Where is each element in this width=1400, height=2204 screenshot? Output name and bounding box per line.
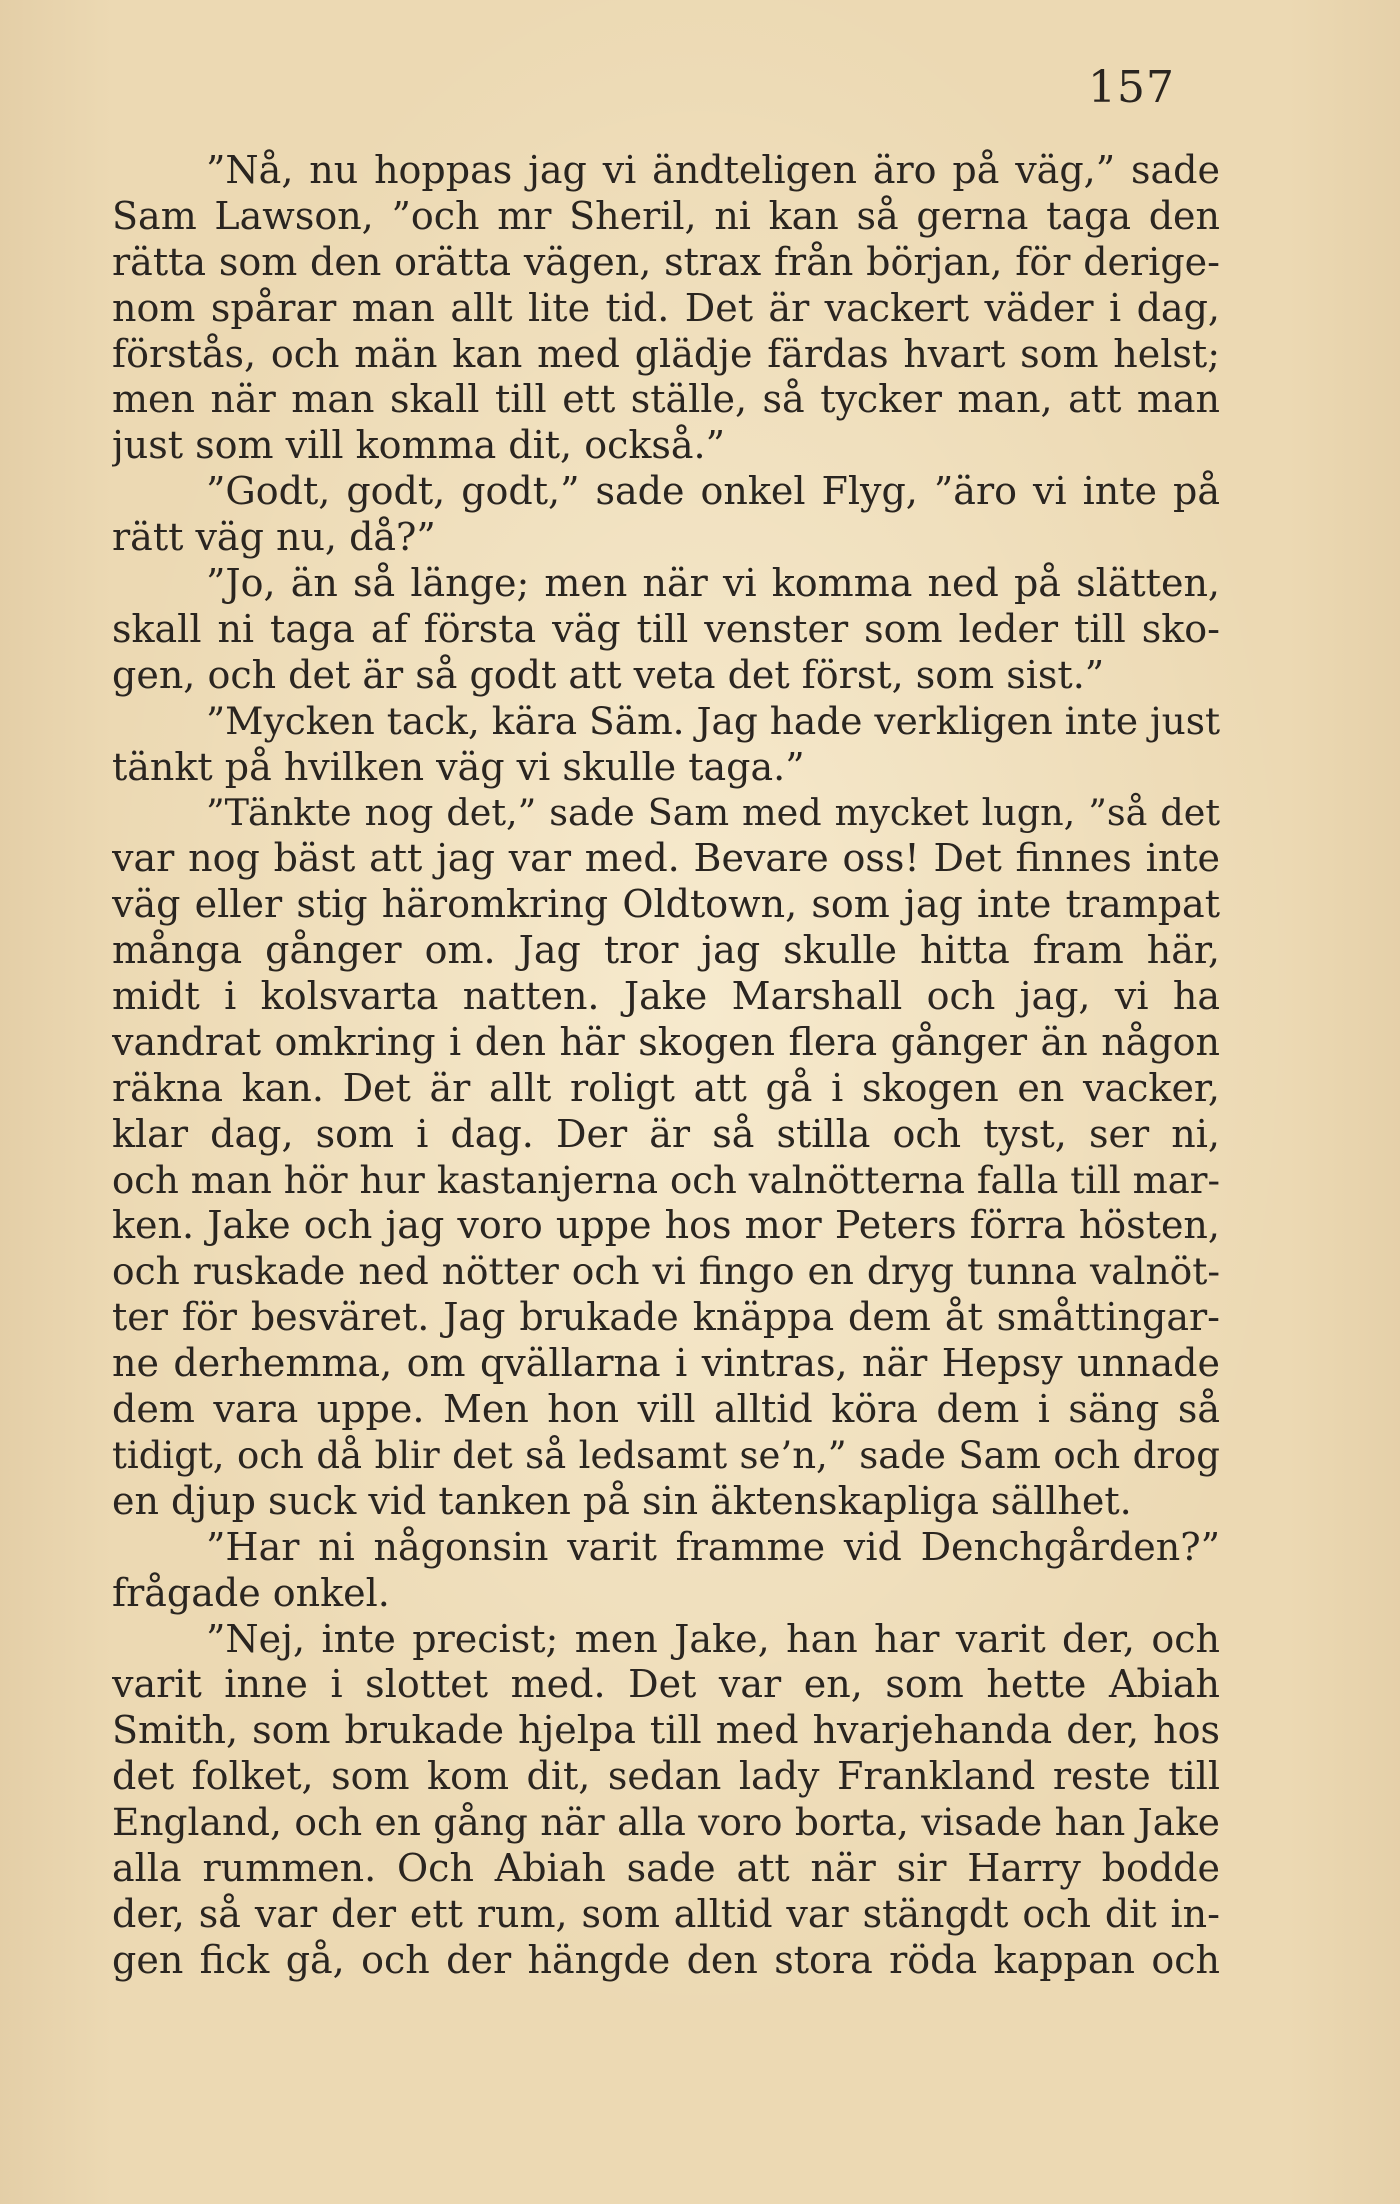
text-line: Sam Lawson, ”och mr Sheril, ni kan så gerna taga den xyxy=(112,193,1220,238)
text-line: men när man skall till ett ställe, så tycker man, att man xyxy=(112,377,1220,422)
text-line: tidigt, och då blir det så ledsamt se’n,” sade Sam och drog xyxy=(112,1433,1220,1477)
text-line: nom spårar man allt lite tid. Det är vackert väder i dag, xyxy=(112,285,1220,330)
text-line: en djup suck vid tanken på sin äktenskapliga sällhet. xyxy=(112,1478,1132,1523)
text-line: tänkt på hvilken väg vi skulle taga.” xyxy=(112,744,805,789)
text-line: ”Mycken tack, kära Säm. Jag hade verkligen inte just xyxy=(206,698,1220,743)
text-line: ne derhemma, om qvällarna i vintras, när Hepsy unnade xyxy=(112,1341,1220,1386)
text-line: Smith, som brukade hjelpa till med hvarjehanda der, hos xyxy=(112,1708,1220,1753)
text-line: ter för besväret. Jag brukade knäppa dem åt småttingar- xyxy=(112,1295,1220,1340)
text-line: midt i kolsvarta natten. Jake Marshall och jag, vi ha xyxy=(112,974,1220,1019)
text-line: skall ni taga af första väg till venster som leder till sko- xyxy=(112,606,1220,651)
text-line: och man hör hur kastanjerna och valnötterna falla till mar- xyxy=(112,1158,1220,1202)
text-line: rätt väg nu, då?” xyxy=(112,515,436,560)
text-line: klar dag, som i dag. Der är så stilla och tyst, ser ni, xyxy=(112,1111,1220,1156)
text-line: frågade onkel. xyxy=(112,1570,390,1615)
page-number: 157 xyxy=(1088,62,1175,113)
text-line: räkna kan. Det är allt roligt att gå i skogen en vacker, xyxy=(112,1065,1220,1110)
text-line: förstås, och män kan med glädje färdas hvart som helst; xyxy=(112,331,1220,376)
text-line: der, så var der ett rum, som alltid var stängdt och dit in- xyxy=(112,1891,1220,1936)
text-line: väg eller stig häromkring Oldtown, som jag inte trampat xyxy=(112,882,1220,927)
text-line: rätta som den orätta vägen, strax från början, för derige- xyxy=(112,239,1220,284)
text-line: ”Godt, godt, godt,” sade onkel Flyg, ”äro vi inte på xyxy=(206,469,1220,514)
text-line: ”Har ni någonsin varit framme vid Denchgården?” xyxy=(206,1524,1220,1569)
text-line: alla rummen. Och Abiah sade att när sir Harry bodde xyxy=(112,1845,1220,1890)
text-line: ”Nå, nu hoppas jag vi ändteligen äro på väg,” sade xyxy=(206,148,1220,192)
text-line: dem vara uppe. Men hon vill alltid köra dem i säng så xyxy=(112,1387,1220,1432)
text-line: gen, och det är så godt att veta det först, som sist.” xyxy=(112,652,1105,697)
text-line: ken. Jake och jag voro uppe hos mor Peters förra hösten, xyxy=(112,1203,1220,1248)
text-line: det folket, som kom dit, sedan lady Frankland reste till xyxy=(112,1754,1220,1799)
book-page-text xyxy=(112,148,1220,1984)
text-line: gen fick gå, och der hängde den stora röda kappan och xyxy=(112,1937,1220,1982)
text-line: och ruskade ned nötter och vi fingo en dryg tunna valnöt- xyxy=(112,1249,1220,1294)
text-line: ”Jo, än så länge; men när vi komma ned på slätten, xyxy=(206,561,1220,606)
text-line: just som vill komma dit, också.” xyxy=(112,423,726,468)
text-line: varit inne i slottet med. Det var en, som hette Abiah xyxy=(112,1662,1220,1707)
text-line: vandrat omkring i den här skogen flera gånger än någon xyxy=(112,1019,1220,1064)
text-line: var nog bäst att jag var med. Bevare oss! Det finnes inte xyxy=(112,836,1220,881)
text-line: många gånger om. Jag tror jag skulle hitta fram här, xyxy=(112,928,1220,973)
text-line: England, och en gång när alla voro borta, visade han Jake xyxy=(112,1800,1220,1845)
text-line: ”Tänkte nog det,” sade Sam med mycket lugn, ”så det xyxy=(206,791,1220,835)
text-line: ”Nej, inte precist; men Jake, han har varit der, och xyxy=(206,1616,1220,1661)
